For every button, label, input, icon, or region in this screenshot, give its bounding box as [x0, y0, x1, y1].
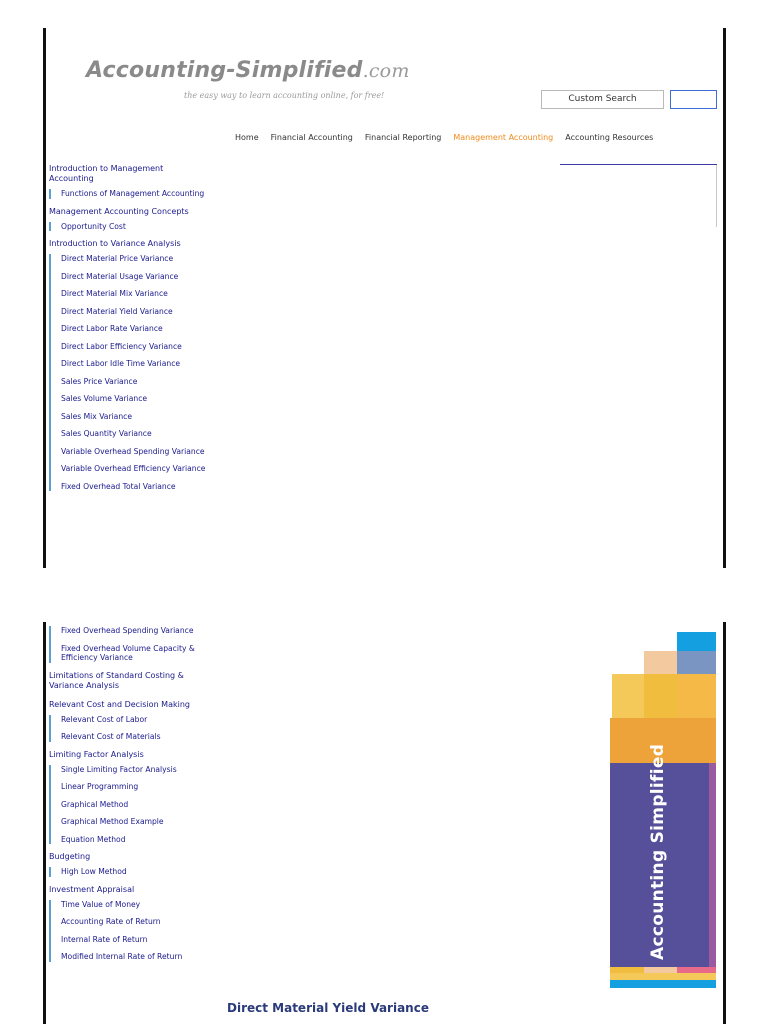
sidebar-link[interactable]: Sales Volume Variance	[61, 394, 148, 403]
banner-block	[610, 973, 716, 980]
sidebar-link[interactable]: Equation Method	[61, 834, 126, 844]
sidebar-group	[49, 867, 211, 877]
sidebar-group	[49, 254, 211, 491]
sidebar-link[interactable]: Fixed Overhead Volume Capacity & Efficiency Variance	[61, 643, 195, 662]
banner-block	[644, 674, 677, 718]
nav-divider	[560, 164, 717, 165]
sidebar-link[interactable]: Direct Labor Idle Time Variance	[61, 359, 181, 368]
sidebar-group	[49, 715, 211, 742]
banner-block	[612, 674, 644, 718]
sidebar-link[interactable]: Graphical Method	[61, 799, 129, 809]
sidebar-link[interactable]: Accounting Rate of Return	[61, 917, 161, 926]
page-left-border	[43, 622, 46, 1024]
sidebar-link[interactable]: Direct Material Mix Variance	[61, 289, 168, 298]
sidebar-heading[interactable]: Introduction to Variance Analysis	[49, 239, 181, 248]
sidebar-nav	[49, 626, 211, 970]
sidebar-heading[interactable]: Management Accounting Concepts	[49, 206, 189, 216]
sidebar-group	[49, 189, 211, 199]
nav-home[interactable]: Home	[235, 133, 259, 142]
sidebar-link[interactable]: Sales Price Variance	[61, 376, 138, 386]
sidebar-link[interactable]: Relevant Cost of Labor	[61, 714, 148, 724]
sidebar-link[interactable]: Fixed Overhead Total Variance	[61, 481, 176, 491]
sidebar-link[interactable]: Fixed Overhead Spending Variance	[61, 626, 194, 635]
banner-block	[677, 632, 716, 651]
sidebar-link[interactable]: Direct Labor Rate Variance	[61, 324, 163, 333]
sidebar-link[interactable]: Linear Programming	[61, 782, 139, 791]
page-title: Direct Material Yield Variance	[227, 1001, 429, 1015]
page-right-border	[723, 28, 726, 568]
sidebar-heading[interactable]: Relevant Cost and Decision Making	[49, 699, 190, 709]
search-input[interactable]: Custom Search	[541, 90, 664, 109]
page-right-border	[723, 622, 726, 1024]
sidebar-group	[49, 626, 211, 663]
banner-block	[644, 651, 677, 674]
banner-block	[677, 651, 716, 674]
sidebar-link[interactable]: Direct Labor Efficiency Variance	[61, 341, 182, 351]
sidebar-link[interactable]: Sales Mix Variance	[61, 411, 132, 421]
sidebar-group	[49, 765, 211, 845]
sidebar-link[interactable]: Direct Material Price Variance	[61, 254, 174, 263]
sidebar-link[interactable]: Direct Material Yield Variance	[61, 306, 173, 316]
banner-title: Accounting Simplified	[648, 743, 668, 960]
sidebar-heading[interactable]: Introduction to Management Accounting	[49, 164, 164, 183]
sidebar-link[interactable]: Relevant Cost of Materials	[61, 732, 161, 741]
sidebar-group	[49, 900, 211, 962]
page-left-border	[43, 28, 46, 568]
banner-block	[677, 674, 716, 718]
nav-management-accounting[interactable]: Management Accounting	[453, 133, 554, 142]
sidebar-link[interactable]: Internal Rate of Return	[61, 934, 148, 944]
sidebar-heading[interactable]: Investment Appraisal	[49, 884, 135, 894]
nav-financial-accounting[interactable]: Financial Accounting	[270, 133, 353, 142]
content-border	[716, 165, 717, 227]
sidebar-link[interactable]: Single Limiting Factor Analysis	[61, 764, 177, 774]
banner-block	[709, 763, 716, 967]
sidebar-link[interactable]: Sales Quantity Variance	[61, 429, 152, 438]
sidebar-group	[49, 222, 211, 232]
sidebar-link[interactable]: Functions of Management Accounting	[61, 189, 205, 198]
site-tagline: the easy way to learn accounting online, for free!	[184, 91, 385, 100]
banner-block	[610, 980, 716, 988]
sidebar-link[interactable]: Direct Material Usage Variance	[61, 271, 179, 281]
sidebar-link[interactable]: High Low Method	[61, 867, 127, 876]
sidebar-heading[interactable]: Limitations of Standard Costing & Variance Analysis	[49, 670, 184, 690]
sidebar-link[interactable]: Time Value of Money	[61, 899, 141, 909]
nav-financial-reporting[interactable]: Financial Reporting	[364, 133, 442, 142]
sidebar-link[interactable]: Opportunity Cost	[61, 221, 126, 231]
sidebar-link[interactable]: Modified Internal Rate of Return	[61, 952, 183, 961]
top-navigation	[235, 133, 653, 142]
sidebar-heading[interactable]: Limiting Factor Analysis	[49, 749, 144, 759]
sidebar-heading[interactable]: Budgeting	[49, 852, 91, 861]
nav-accounting-resources[interactable]: Accounting Resources	[565, 133, 654, 142]
sidebar-link[interactable]: Variable Overhead Efficiency Variance	[61, 464, 206, 473]
site-logo[interactable]: Accounting-Simplified.com	[86, 58, 410, 83]
sidebar-nav	[49, 164, 211, 499]
search-button[interactable]	[670, 90, 717, 109]
sidebar-link[interactable]: Variable Overhead Spending Variance	[61, 446, 205, 456]
sidebar-link[interactable]: Graphical Method Example	[61, 817, 164, 826]
